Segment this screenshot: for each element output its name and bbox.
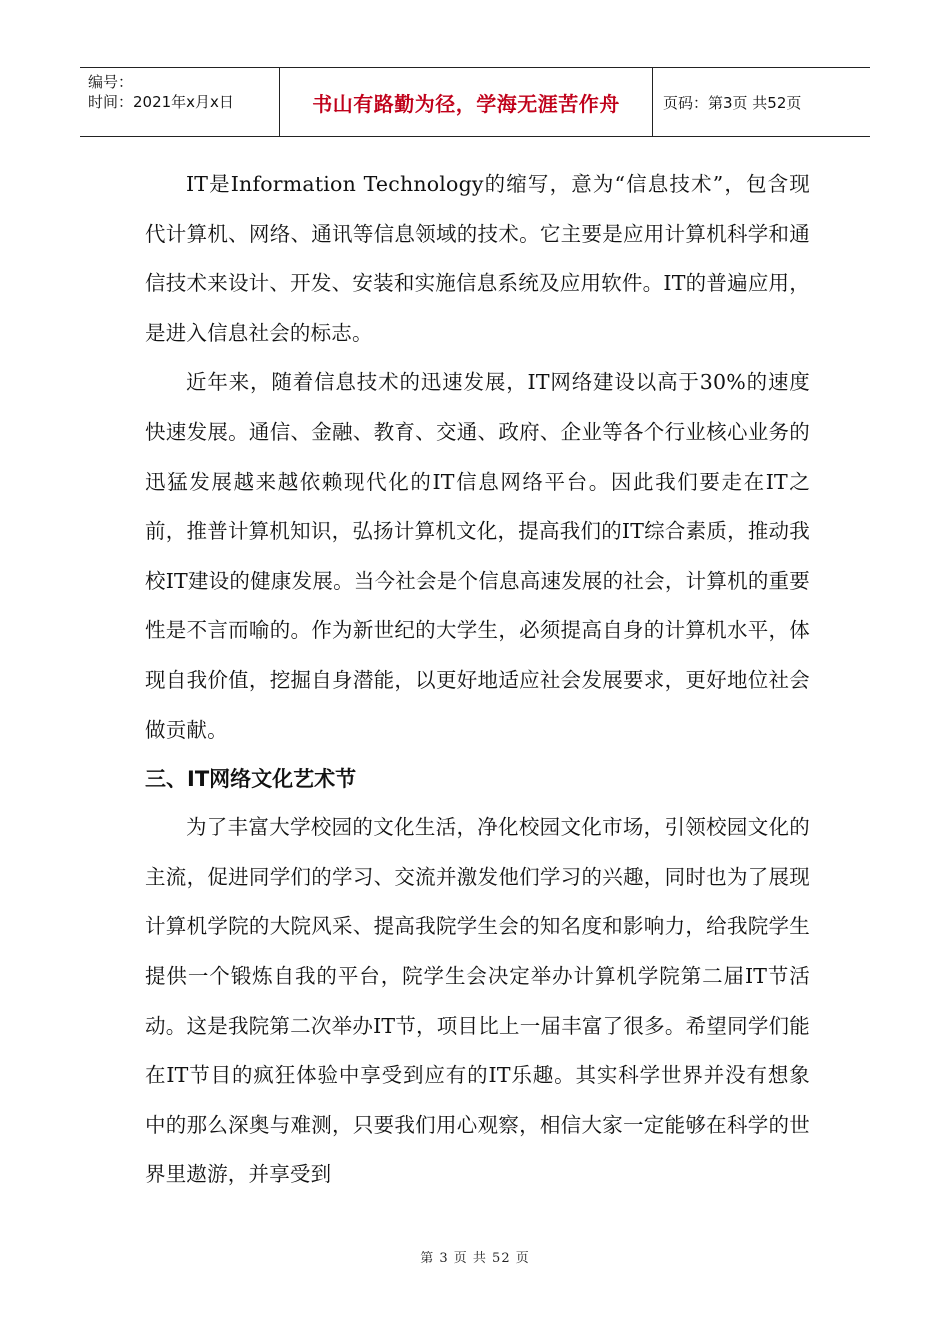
page-footer [0,1247,950,1266]
page-header [80,67,870,137]
page-info-text: 页码：第3页 共52页 [663,93,802,112]
document-number-label: 编号： [88,73,134,91]
section-heading: 三、IT网络文化艺术节 [145,767,357,792]
header-page-info [653,68,870,136]
document-date: 时间：2021年x月x日 [88,93,234,111]
document-body [145,160,810,1200]
motto-text: 书山有路勤为径，学海无涯苦作舟 [312,91,620,116]
paragraph: 为了丰富大学校园的文化生活，净化校园文化市场，引领校园文化的主流，促进同学们的学习、交流并激发他们学习的兴趣，同时也为了展现计算机学院的大院风采、提高我院学生会的知名度和影响力，给我院学生提供一个锻炼自我的平台，院学生会决定举办计算机学院第二届IT节活动。这是我院第二次举办IT节，项目比上一届丰富了很多。希望同学们能在IT节目的疯狂体验中享受到应有的IT乐趣。其实科学世界并没有想象中的那么深奥与难测，只要我们用心观察，相信大家一定能够在科学的世界里遨游，并享受到 [145,815,810,1187]
footer-page-number: 第 3 页 共 52 页 [420,1251,530,1266]
paragraph: IT是Information Technology的缩写，意为“信息技术”，包含现代计算机、网络、通讯等信息领域的技术。它主要是应用计算机科学和通信技术来设计、开发、安装和实施信息系统及应用软件。IT的普遍应用，是进入信息社会的标志。 [145,172,810,345]
header-motto [280,68,653,136]
header-meta [80,68,280,136]
paragraph: 近年来，随着信息技术的迅速发展，IT网络建设以高于30%的速度快速发展。通信、金融、教育、交通、政府、企业等各个行业核心业务的迅猛发展越来越依赖现代化的IT信息网络平台。因此我们要走在IT之前，推普计算机知识，弘扬计算机文化，提高我们的IT综合素质，推动我校IT建设的健康发展。当今社会是个信息高速发展的社会，计算机的重要性是不言而喻的。作为新世纪的大学生，必须提高自身的计算机水平，体现自我价值，挖掘自身潜能，以更好地适应社会发展要求，更好地位社会做贡献。 [145,370,810,742]
